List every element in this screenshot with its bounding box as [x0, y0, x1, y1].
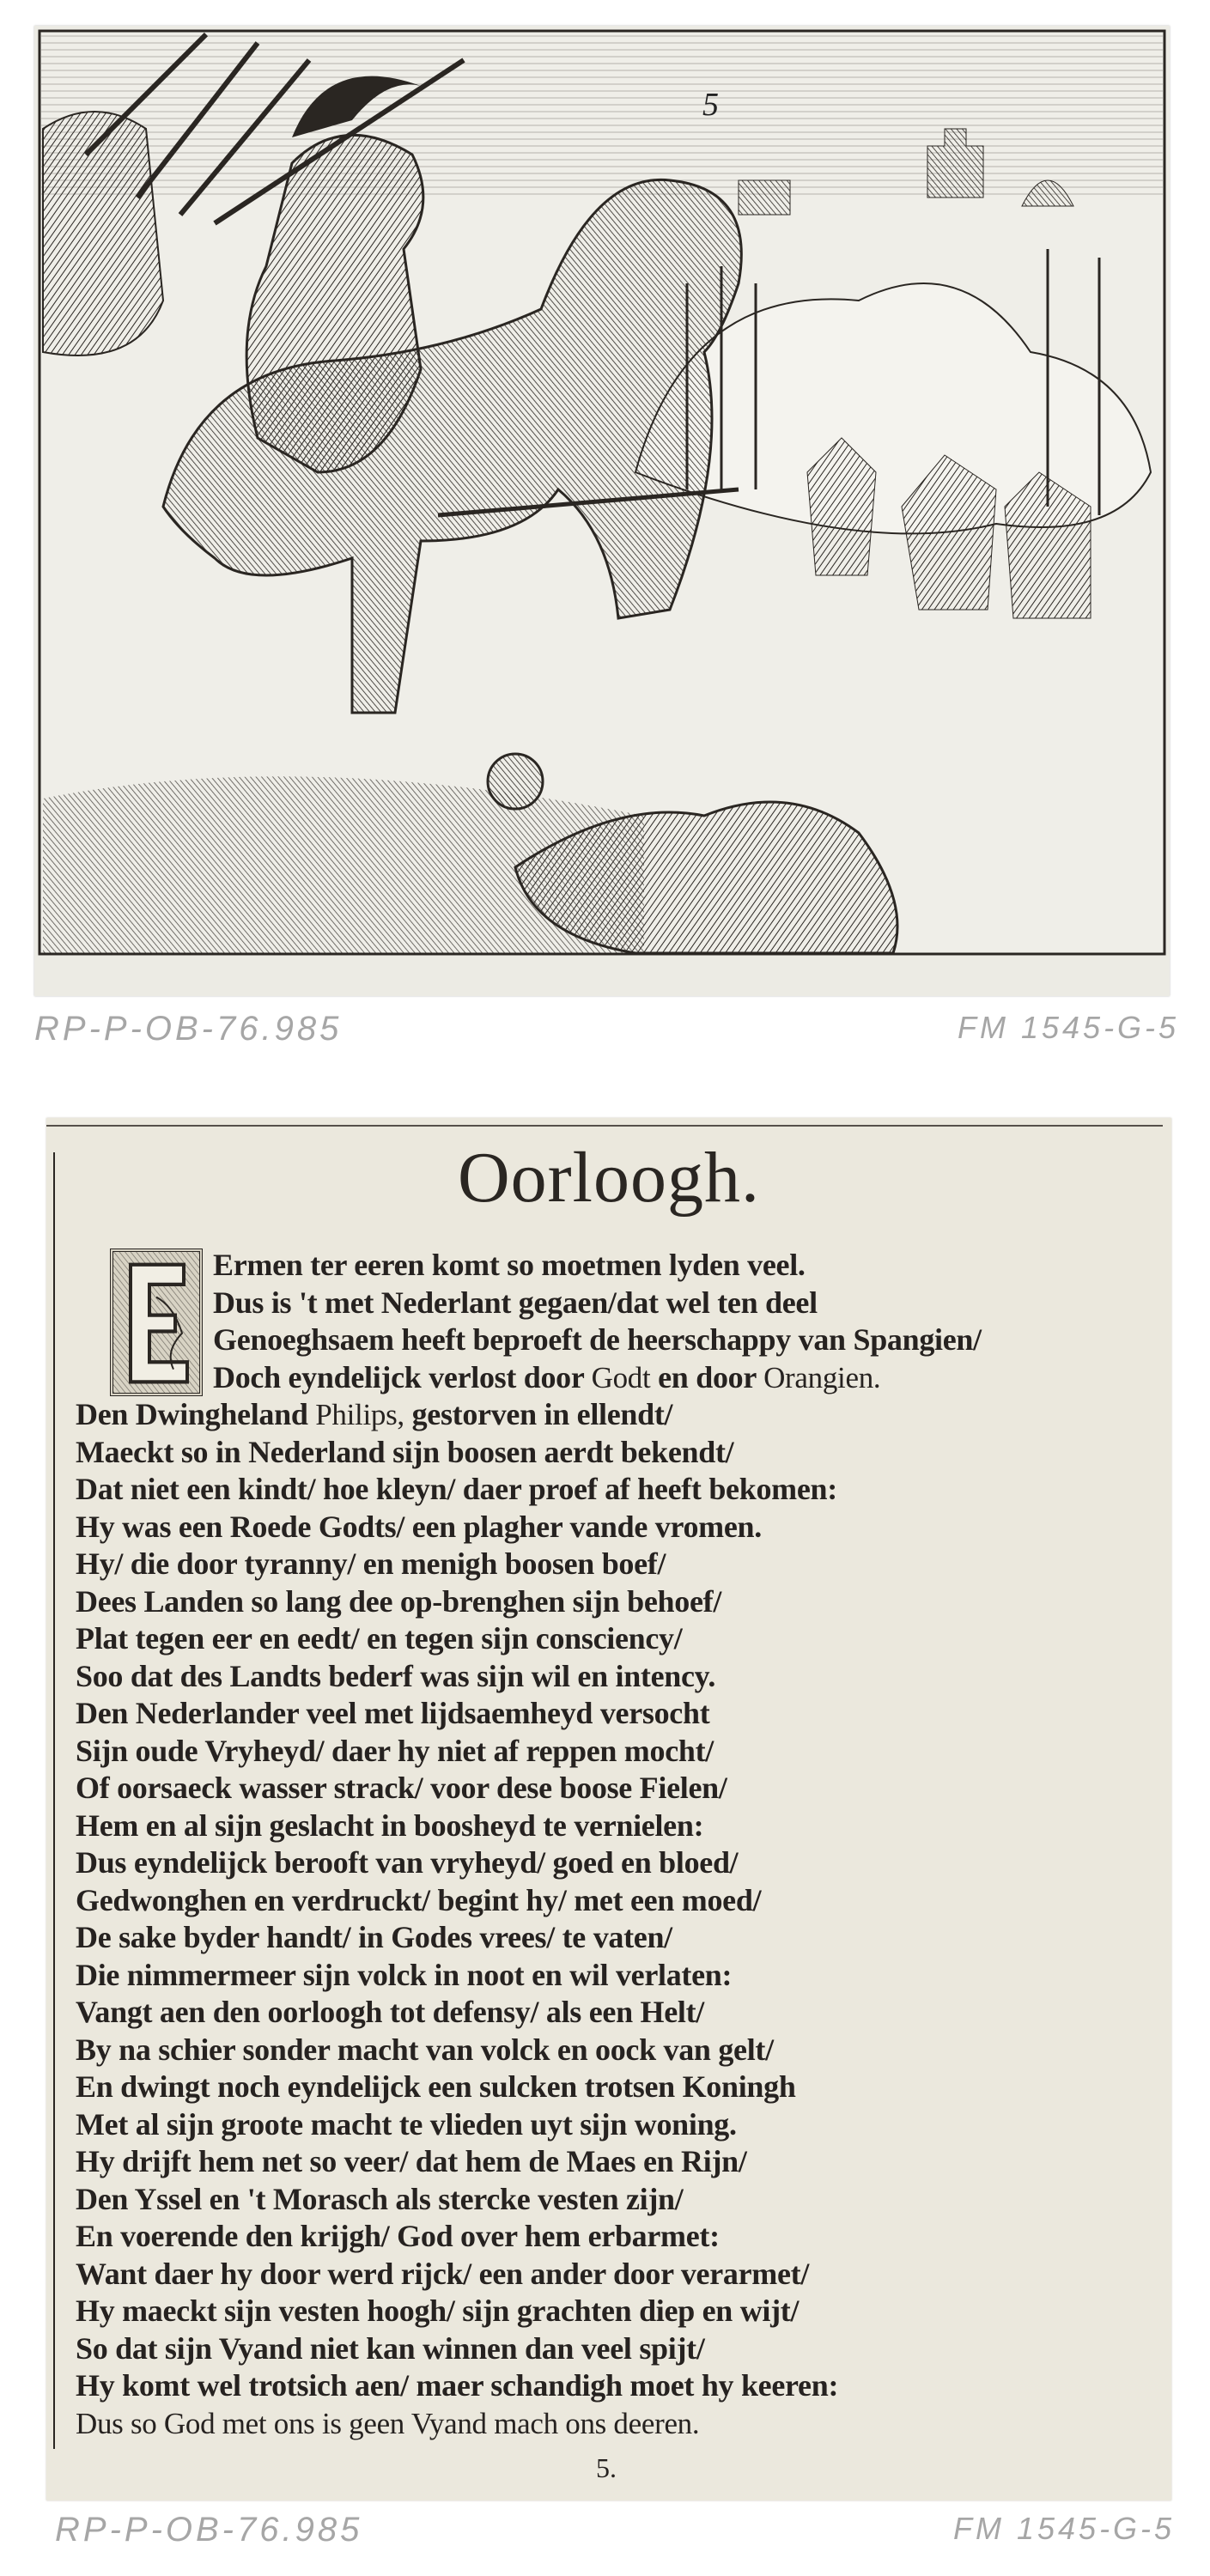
- verse-line: [76, 1807, 1158, 1845]
- verse-line: [76, 1509, 1158, 1546]
- verse-line: [76, 2069, 1158, 2106]
- blackletter-text: En voerende den krijgh/ God over hem erbarmet:: [76, 2219, 720, 2253]
- verse-line: [76, 1620, 1158, 1658]
- blackletter-text: De sake byder handt/ in Godes vrees/ te vaten/: [76, 1920, 672, 1954]
- blackletter-text: Doch eyndelijck verlost door: [213, 1359, 592, 1394]
- verse-line: [76, 1359, 1158, 1397]
- verse-line: [76, 1919, 1158, 1957]
- left-rule: [53, 1152, 55, 2449]
- verse-line: [76, 2256, 1158, 2293]
- verse-line: [76, 1434, 1158, 1472]
- verse-line: [76, 1733, 1158, 1771]
- blackletter-text: Die nimmermeer sijn volck in noot en wil verlaten:: [76, 1957, 733, 1992]
- verse-line: [76, 1471, 1158, 1509]
- verse-line: [76, 1396, 1158, 1434]
- blackletter-text: Den Yssel en 't Morasch als stercke vesten zijn/: [76, 2181, 684, 2216]
- poem-verse: [76, 1247, 1158, 2442]
- verse-line: [76, 2181, 1158, 2219]
- blackletter-text: Want daer hy door werd rijck/ een ander door verarmet/: [76, 2256, 810, 2291]
- poem-title: Oorloogh.: [458, 1138, 760, 1218]
- collection-label: FM 1545-G-5: [958, 1010, 1180, 1045]
- blackletter-text: Maeckt so in Nederland sijn boosen aerdt bekendt/: [76, 1434, 734, 1469]
- blackletter-text: So dat sijn Vyand niet kan winnen dan veel spijt/: [76, 2330, 705, 2366]
- verse-line: [76, 1583, 1158, 1621]
- verse-line: [76, 1321, 1158, 1359]
- verse-line: [76, 2367, 1158, 2405]
- inventory-label: RP-P-OB-76.985: [34, 1010, 343, 1048]
- roman-text: Orangien.: [763, 1360, 881, 1394]
- verse-line: [76, 1658, 1158, 1696]
- blackletter-text: Dus is 't met Nederlant gegaen/dat wel ten deel: [213, 1285, 818, 1320]
- blackletter-text: Hy komt wel trotsich aen/ maer schandigh moet hy keeren:: [76, 2368, 839, 2403]
- plate-number: 5: [702, 87, 719, 123]
- verse-line: [76, 1844, 1158, 1882]
- verse-line: [76, 1695, 1158, 1733]
- blackletter-text: Hy/ die door tyranny/ en menigh boosen boef/: [76, 1546, 666, 1581]
- roman-text: Dus so God met ons is geen Vyand mach ons deeren.: [76, 2406, 700, 2440]
- page-number: 5.: [596, 2452, 617, 2483]
- verse-line: [76, 2293, 1158, 2330]
- verse-line: [76, 1994, 1158, 2032]
- sheet-collection-label: FM 1545-G-5: [953, 2511, 1176, 2546]
- blackletter-text: Met al sijn groote macht te vlieden uyt sijn woning.: [76, 2106, 737, 2142]
- blackletter-text: By na schier sonder macht van volck en oock van gelt/: [76, 2032, 774, 2067]
- verse-line: [76, 2330, 1158, 2368]
- battle-engraving: [34, 26, 1170, 996]
- blackletter-text: Dus eyndelijck berooft van vryheyd/ goed en bloed/: [76, 1845, 739, 1880]
- verse-line: [76, 1247, 1158, 1285]
- blackletter-text: gestorven in ellendt/: [404, 1397, 673, 1431]
- blackletter-text: Hy was een Roede Godts/ een plagher vande vromen.: [76, 1509, 762, 1544]
- blackletter-text: Soo dat des Landts bederf was sijn wil en intency.: [76, 1658, 716, 1693]
- blackletter-text: Den Nederlander veel met lijdsaemheyd versocht: [76, 1696, 710, 1730]
- blackletter-text: Of oorsaeck wasser strack/ voor dese boose Fielen/: [76, 1771, 727, 1805]
- verse-line: [76, 2405, 1158, 2443]
- verse-line: [76, 1285, 1158, 1322]
- blackletter-text: Sijn oude Vryheyd/ daer hy niet af reppen mocht/: [76, 1733, 714, 1768]
- blackletter-text: En dwingt noch eyndelijck een sulcken trotsen Koningh: [76, 2069, 796, 2104]
- blackletter-text: Dees Landen so lang dee op-brenghen sijn behoef/: [76, 1583, 722, 1619]
- blackletter-text: Hem en al sijn geslacht in boosheyd te vernielen:: [76, 1807, 704, 1843]
- top-rule: [46, 1125, 1163, 1127]
- verse-line: [76, 1770, 1158, 1807]
- blackletter-text: Dat niet een kindt/ hoe kleyn/ daer proef af heeft bekomen:: [76, 1472, 837, 1506]
- blackletter-text: Hy drijft hem net so veer/ dat hem de Maes en Rijn/: [76, 2144, 747, 2178]
- verse-line: [76, 2143, 1158, 2181]
- verse-line: [76, 2032, 1158, 2069]
- blackletter-text: Gedwonghen en verdruckt/ begint hy/ met een moed/: [76, 1882, 762, 1917]
- roman-text: Godt: [591, 1360, 651, 1394]
- engraving-illustration: [34, 26, 1170, 996]
- text-sheet: [46, 1118, 1171, 2500]
- sheet-inventory-label: RP-P-OB-76.985: [55, 2511, 363, 2549]
- verse-line: [76, 2106, 1158, 2144]
- blackletter-text: Hy maeckt sijn vesten hoogh/ sijn grachten diep en wijt/: [76, 2293, 800, 2328]
- blackletter-text: Genoeghsaem heeft beproeft de heerschappy van Spangien/: [213, 1322, 982, 1357]
- blackletter-text: Vangt aen den oorloogh tot defensy/ als een Helt/: [76, 1995, 704, 2029]
- blackletter-text: en door: [650, 1359, 764, 1394]
- verse-line: [76, 1546, 1158, 1583]
- blackletter-text: Plat tegen eer en eedt/ en tegen sijn consciency/: [76, 1621, 683, 1656]
- verse-line: [76, 1882, 1158, 1920]
- blackletter-text: Den Dwingheland: [76, 1397, 316, 1431]
- roman-text: Philips,: [315, 1398, 404, 1431]
- verse-line: [76, 2218, 1158, 2256]
- verse-line: [76, 1957, 1158, 1995]
- blackletter-text: Ermen ter eeren komt so moetmen lyden veel.: [213, 1248, 806, 1282]
